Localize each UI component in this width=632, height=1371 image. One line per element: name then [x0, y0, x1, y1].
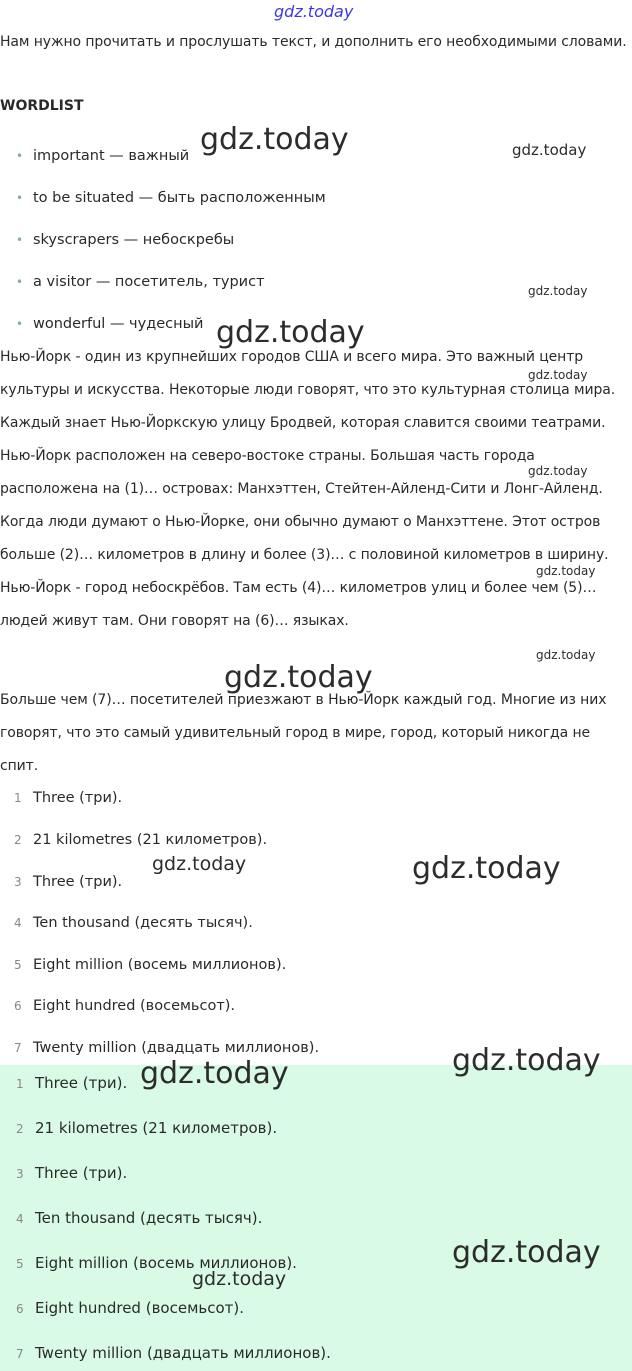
- watermark: gdz.today: [200, 122, 349, 157]
- bullet-icon: •: [16, 233, 24, 247]
- answer-item: 5 Eight million (восемь миллионов).: [14, 957, 287, 973]
- watermark: gdz.today: [512, 141, 587, 159]
- watermark: gdz.today: [140, 1056, 289, 1091]
- wordlist-item: • a visitor — посетитель, турист: [16, 274, 265, 290]
- wordlist-heading: WORDLIST: [0, 98, 84, 114]
- answer-panel-item: 6 Eight hundred (восемьсот).: [16, 1299, 245, 1317]
- watermark: gdz.today: [528, 284, 588, 298]
- watermark: gdz.today: [528, 464, 588, 478]
- answer-panel-item: 3 Three (три).: [16, 1164, 128, 1182]
- watermark: gdz.today: [536, 564, 596, 578]
- watermark: gdz.today: [452, 1043, 601, 1078]
- text-paragraph: Нью-Йорк - один из крупнейших городов США и всего мира. Это важный центр культуры и искусства. Некоторые люди говорят, что это культурная столица мира. Каждый знает Нью-Йоркскую улицу Бродвей, которая славится своими театрами. Нью-Йорк расположен на северо-востоке страны. Большая часть города расположена на (1)… островах: Манхэттен, Стейтен-Айленд-Сити и Лонг-Айленд. Когда люди думают о Нью-Йорке, они обычно думают о Манхэттене. Этот остров больше (2)… километров в длину и более (3)… с половиной километров в ширину. Нью-Йорк - город небоскрёбов. Там есть (4)… километров улиц и более чем (5)… людей живут там. Они говорят на (6)… языках.: [0, 349, 616, 629]
- watermark: gdz.today: [224, 660, 373, 695]
- intro-text: Нам нужно прочитать и прослушать текст, и дополнить его необходимыми словами.: [0, 34, 627, 50]
- wordlist-item: • to be situated — быть расположенным: [16, 190, 326, 206]
- answer-panel-item: 7 Twenty million (двадцать миллионов).: [16, 1344, 331, 1362]
- answer-item: 3 Three (три).: [14, 874, 123, 890]
- watermark: gdz.today: [216, 315, 365, 350]
- watermark: gdz.today: [536, 648, 596, 662]
- bullet-icon: •: [16, 275, 24, 289]
- answer-panel-item: 4 Ten thousand (десять тысяч).: [16, 1209, 263, 1227]
- answer-item: 6 Eight hundred (восемьсот).: [14, 998, 236, 1014]
- answer-item: 2 21 kilometres (21 километров).: [14, 832, 268, 848]
- answer-item: 4 Ten thousand (десять тысяч).: [14, 915, 253, 931]
- watermark: gdz.today: [452, 1235, 601, 1270]
- watermark: gdz.today: [192, 1268, 287, 1290]
- text-paragraph: Больше чем (7)… посетителей приезжают в Нью-Йорк каждый год. Многие из них говорят, что это самый удивительный город в мире, город, который никогда не спит.: [0, 692, 607, 774]
- wordlist-item: • skyscrapers — небоскребы: [16, 232, 235, 248]
- answer-panel-item: 5 Eight million (восемь миллионов).: [16, 1254, 297, 1272]
- answer-panel: [0, 1065, 632, 1371]
- top-watermark: gdz.today: [274, 2, 354, 21]
- watermark: gdz.today: [528, 368, 588, 382]
- wordlist-item: • important — важный: [16, 148, 190, 164]
- answer-panel-item: 2 21 kilometres (21 километров).: [16, 1119, 278, 1137]
- answer-item: 1 Three (три).: [14, 790, 123, 806]
- bullet-icon: •: [16, 317, 24, 331]
- bullet-icon: •: [16, 191, 24, 205]
- watermark: gdz.today: [152, 853, 247, 875]
- bullet-icon: •: [16, 149, 24, 163]
- watermark: gdz.today: [412, 851, 561, 886]
- wordlist-item: • wonderful — чудесный: [16, 316, 204, 332]
- answer-item: 7 Twenty million (двадцать миллионов).: [14, 1040, 320, 1056]
- answer-panel-item: 1 Three (три).: [16, 1074, 128, 1092]
